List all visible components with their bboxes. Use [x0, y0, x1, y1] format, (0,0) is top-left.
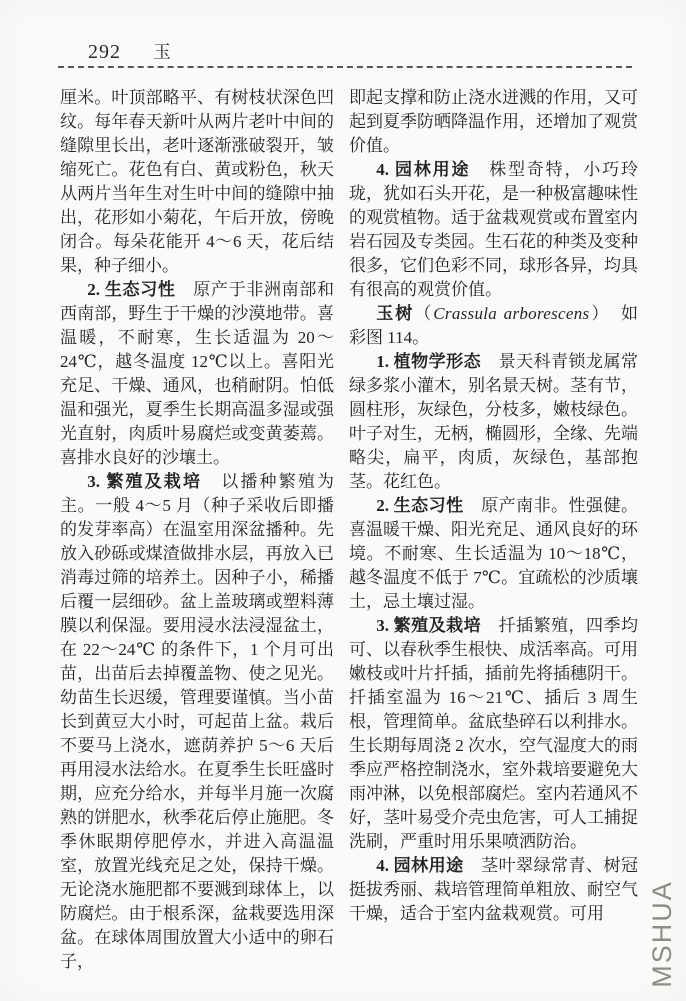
- body-text: （: [414, 304, 434, 323]
- section-label: 2. 生态习性: [87, 280, 176, 299]
- page-number: 292: [88, 41, 121, 63]
- body-text: ） 如彩图 114。: [349, 304, 639, 347]
- body-text: 以播种繁殖为主。一般 4～5 月（种子采收后即播的发芽率高）在温室用深盆播种。先放入砂砾或煤渣做排水层，再放入已消毒过筛的培养土。因种子小，稀播后覆一层细砂。盆上盖玻璃或塑料薄膜以利保湿。要用浸水法浸湿盆土，在 22～24℃ 的条件下，1 个月可出苗，出苗后去掉覆盖物、使之见光。幼苗生长迟缓，管理要谨慎。当小苗长到黄豆大小时，可起苗上盆。栽后不要马上浇水，遮荫养护 5～6 天后再用浸水法给水。在夏季生长旺盛时期，应充分给水，并每半月施一次腐熟的饼肥水，秋季花后停止施肥。冬季休眠期停肥停水，并进入高温温室，放置光线充足之处，保持干燥。无论浇水施肥都不要溅到球体上，以防腐烂。由于根系深，盆栽要选用深盆。在球体周围放置大小适中的卵石子，: [60, 472, 334, 971]
- body-text: 景天科青锁龙属常绿多浆小灌木，别名景天树。茎有节，圆柱形，灰绿色，分枝多，嫩枝绿色。叶子对生，无柄，椭圆形，全缘、先端略尖，扁平，肉质，灰绿色，基部抱茎。花红色。: [349, 352, 639, 491]
- body-text: 茎叶翠绿常青、树冠挺拔秀丽、栽培管理简单粗放、耐空气干燥，适合于室内盆栽观赏。可用: [349, 856, 639, 923]
- body-text: 株型奇特，小巧玲珑，犹如石头开花，是一种极富趣味性的观赏植物。适于盆栽观赏或布置室内岩石园及专类园。生石花的种类及变种很多，它们色彩不同，球形各异，均具有很高的观赏价值。: [349, 160, 639, 299]
- paragraph: [349, 350, 638, 494]
- section-label: 1. 植物学形态: [376, 352, 482, 371]
- latin-species-name: Crassula arborescens: [433, 304, 590, 323]
- section-label: 4. 园林用途: [376, 160, 471, 179]
- section-label: 3. 繁殖及栽培: [87, 472, 203, 491]
- section-label: 3. 繁殖及栽培: [376, 616, 482, 635]
- paragraph: [60, 278, 334, 470]
- body-text: 厘米。叶顶部略平、有树枝状深色凹纹。每年春天新叶从两片老叶中间的缝隙里长出，老叶逐渐涨破裂开，皱缩死亡。花色有白、黄或粉色，秋天从两片当年生对生叶中间的缝隙中抽出，花形如小菊花，午后开放，傍晚闭合。每朵花能开 4～6 天，花后结果，种子细小。: [60, 88, 334, 275]
- body-text: 扦插繁殖，四季均可、以春秋季生根快、成活率高。可用嫩枝或叶片扦插，插前先将插穗阴干。扦插室温为 16～21℃、插后 3 周生根，管理简单。盆底垫碎石以利排水。生长期每周浇 2 次水，空气湿度大的雨季应严格控制浇水，室外栽培要避免大雨冲淋，以免根部腐烂。室内若通风不好，茎叶易受介壳虫危害，可人工捕捉洗刷，严重时用乐果喷洒防治。: [349, 616, 639, 851]
- paragraph: [349, 86, 638, 158]
- paragraph: [60, 470, 334, 974]
- paragraph: [349, 494, 638, 614]
- section-label: 4. 园林用途: [376, 856, 464, 875]
- section-label: 2. 生态习性: [376, 496, 464, 515]
- text-column-right: [349, 86, 638, 926]
- section-label: 玉树: [376, 304, 415, 323]
- page-header: [88, 38, 172, 64]
- paragraph: [60, 86, 334, 278]
- chapter-title: 玉: [153, 42, 172, 62]
- header-dashed-divider: [58, 66, 632, 68]
- body-text: 原产于非洲南部和西南部，野生于干燥的沙漠地带。喜温暖，不耐寒，生长适温为 20～24℃，越冬温度 12℃以上。喜阳光充足、干燥、通风，也稍耐阴。怕低温和强光，夏季生长期高温多湿或强光直射，肉质叶易腐烂或变黄萎蔫。喜排水良好的沙壤土。: [60, 280, 335, 467]
- watermark: MSHUA: [646, 880, 677, 988]
- body-text: 即起支撑和防止浇水迸溅的作用，又可起到夏季防晒降温作用，还增加了观赏价值。: [349, 88, 638, 155]
- paragraph: [349, 614, 638, 854]
- text-column-left: [60, 86, 334, 974]
- paragraph: [349, 854, 638, 926]
- body-text: 原产南非。性强健。喜温暖干燥、阳光充足、通风良好的环境。不耐寒、生长适温为 10～18℃，越冬温度不低于 7℃。宜疏松的沙质壤土，忌土壤过湿。: [349, 496, 639, 611]
- paragraph: [349, 302, 638, 350]
- paragraph: [349, 158, 638, 302]
